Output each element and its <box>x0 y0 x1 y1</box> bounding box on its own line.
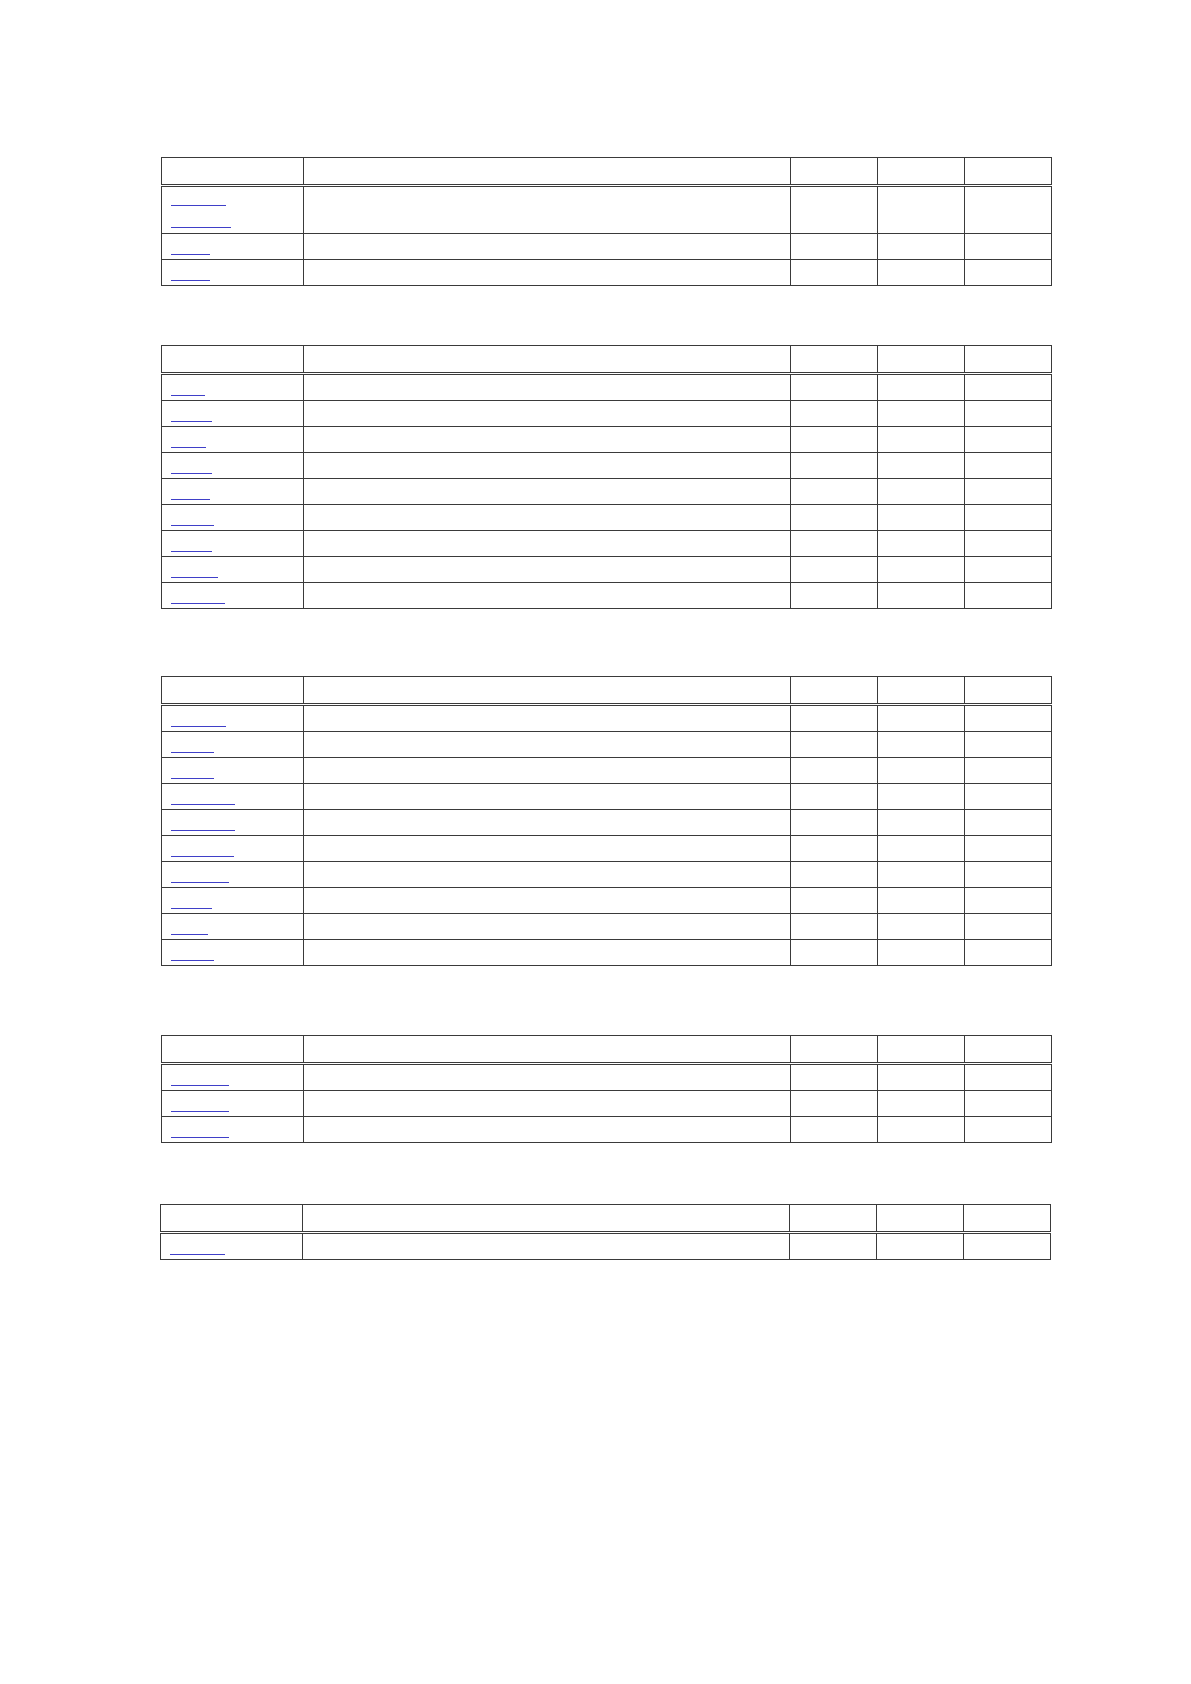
table-row <box>162 758 1052 784</box>
table-cell <box>791 479 878 505</box>
table-3 <box>161 676 1052 966</box>
link-underline[interactable] <box>171 525 214 526</box>
table-cell <box>304 1091 791 1117</box>
header-cell <box>791 158 878 186</box>
link-cell[interactable] <box>162 1091 304 1117</box>
header-cell <box>303 1205 790 1233</box>
link-underline[interactable] <box>171 395 205 396</box>
table-cell <box>791 784 878 810</box>
table-cell <box>878 186 965 234</box>
table-cell <box>878 234 965 260</box>
table-row <box>162 836 1052 862</box>
table-cell <box>304 374 791 401</box>
table-cell <box>304 531 791 557</box>
table-cell <box>878 374 965 401</box>
link-cell[interactable] <box>162 862 304 888</box>
header-cell <box>161 1205 303 1233</box>
link-cell[interactable] <box>162 1117 304 1143</box>
link-cell[interactable] <box>162 479 304 505</box>
link-underline[interactable] <box>171 1111 229 1112</box>
header-cell <box>965 1036 1052 1064</box>
link-cell[interactable] <box>162 505 304 531</box>
table-cell <box>877 1233 964 1260</box>
link-underline[interactable] <box>171 856 234 857</box>
table-cell <box>965 531 1052 557</box>
table-cell <box>791 1091 878 1117</box>
table-cell <box>964 1233 1051 1260</box>
table-cell <box>304 784 791 810</box>
table-cell <box>878 732 965 758</box>
link-underline[interactable] <box>171 830 235 831</box>
table-cell <box>878 401 965 427</box>
header-cell <box>878 1036 965 1064</box>
link-cell[interactable] <box>162 1064 304 1091</box>
link-underline[interactable] <box>171 205 226 206</box>
table-row <box>162 260 1052 286</box>
table-cell <box>791 260 878 286</box>
table-cell <box>304 453 791 479</box>
header-cell <box>162 346 304 374</box>
table-cell <box>878 531 965 557</box>
table-cell <box>304 862 791 888</box>
table-cell <box>791 186 878 234</box>
table-row <box>162 705 1052 732</box>
table-header-row <box>162 346 1052 374</box>
link-underline[interactable] <box>171 447 206 448</box>
table-cell <box>878 1064 965 1091</box>
table-row <box>162 1091 1052 1117</box>
table-header-row <box>161 1205 1051 1233</box>
table-cell <box>878 260 965 286</box>
header-cell <box>162 677 304 705</box>
table-cell <box>304 505 791 531</box>
table-cell <box>878 1091 965 1117</box>
table-cell <box>304 234 791 260</box>
header-cell <box>965 677 1052 705</box>
table-cell <box>304 758 791 784</box>
link-cell[interactable] <box>162 186 304 234</box>
link-cell[interactable] <box>162 940 304 966</box>
table-5 <box>160 1204 1051 1260</box>
table-cell <box>304 583 791 609</box>
table-row <box>162 453 1052 479</box>
table-header-row <box>162 677 1052 705</box>
link-underline[interactable] <box>171 804 235 805</box>
table-cell <box>965 836 1052 862</box>
link-cell[interactable] <box>162 810 304 836</box>
table-cell <box>304 732 791 758</box>
link-cell[interactable] <box>162 260 304 286</box>
table-cell <box>878 810 965 836</box>
table-cell <box>965 427 1052 453</box>
header-cell <box>304 1036 791 1064</box>
link-cell[interactable] <box>162 234 304 260</box>
table-cell <box>791 888 878 914</box>
link-cell[interactable] <box>162 758 304 784</box>
table-cell <box>965 374 1052 401</box>
table-cell <box>965 940 1052 966</box>
table-cell <box>791 836 878 862</box>
table-cell <box>304 186 791 234</box>
table-cell <box>878 862 965 888</box>
link-cell[interactable] <box>162 888 304 914</box>
table-cell <box>965 401 1052 427</box>
link-underline[interactable] <box>171 421 212 422</box>
link-underline[interactable] <box>171 1085 229 1086</box>
table-cell <box>878 888 965 914</box>
table-cell <box>791 758 878 784</box>
table-cell <box>965 260 1052 286</box>
link-cell[interactable] <box>162 914 304 940</box>
table-row <box>162 234 1052 260</box>
table-cell <box>965 479 1052 505</box>
table-cell <box>791 427 878 453</box>
table-row <box>162 888 1052 914</box>
header-cell <box>790 1205 877 1233</box>
table-row <box>162 427 1052 453</box>
table-cell <box>878 914 965 940</box>
table-row <box>162 914 1052 940</box>
link-underline[interactable] <box>170 1254 225 1255</box>
table-cell <box>791 1117 878 1143</box>
link-cell[interactable] <box>162 374 304 401</box>
table-row <box>162 940 1052 966</box>
link-cell[interactable] <box>162 427 304 453</box>
table-cell <box>965 784 1052 810</box>
table-cell <box>791 1064 878 1091</box>
link-underline[interactable] <box>171 280 210 281</box>
table-row <box>162 784 1052 810</box>
table-cell <box>304 836 791 862</box>
header-cell <box>791 677 878 705</box>
table-row <box>162 479 1052 505</box>
table-cell <box>965 758 1052 784</box>
table-cell <box>878 505 965 531</box>
header-cell <box>791 1036 878 1064</box>
table-cell <box>304 888 791 914</box>
table-cell <box>965 810 1052 836</box>
table-cell <box>878 784 965 810</box>
table-cell <box>878 557 965 583</box>
link-underline[interactable] <box>171 577 218 578</box>
table-cell <box>304 260 791 286</box>
header-cell <box>877 1205 964 1233</box>
link-underline[interactable] <box>171 603 225 604</box>
link-cell[interactable] <box>162 531 304 557</box>
table-cell <box>304 705 791 732</box>
link-underline[interactable] <box>171 227 231 228</box>
table-cell <box>965 888 1052 914</box>
table-row <box>162 505 1052 531</box>
link-underline[interactable] <box>171 882 229 883</box>
table-header-row <box>162 158 1052 186</box>
table-row <box>162 862 1052 888</box>
link-cell[interactable] <box>162 705 304 732</box>
header-cell <box>304 677 791 705</box>
table-cell <box>965 862 1052 888</box>
table-cell <box>791 583 878 609</box>
table-cell <box>878 427 965 453</box>
table-cell <box>791 505 878 531</box>
table-row <box>162 1117 1052 1143</box>
header-cell <box>964 1205 1051 1233</box>
table-row <box>162 531 1052 557</box>
table-cell <box>965 732 1052 758</box>
link-underline[interactable] <box>171 934 208 935</box>
table-cell <box>878 758 965 784</box>
table-cell <box>791 914 878 940</box>
table-cell <box>791 810 878 836</box>
table-row <box>162 732 1052 758</box>
header-cell <box>878 677 965 705</box>
table-cell <box>304 1117 791 1143</box>
link-underline[interactable] <box>171 1137 229 1138</box>
table-cell <box>965 1064 1052 1091</box>
table-row <box>162 583 1052 609</box>
header-cell <box>162 1036 304 1064</box>
table-cell <box>304 401 791 427</box>
link-cell[interactable] <box>162 583 304 609</box>
header-cell <box>304 158 791 186</box>
table-row <box>162 374 1052 401</box>
table-cell <box>878 836 965 862</box>
table-cell <box>304 1064 791 1091</box>
link-cell[interactable] <box>162 453 304 479</box>
table-cell <box>791 374 878 401</box>
table-cell <box>304 427 791 453</box>
table-cell <box>304 810 791 836</box>
table-4 <box>161 1035 1052 1143</box>
table-row <box>162 186 1052 234</box>
table-header-row <box>162 1036 1052 1064</box>
table-1 <box>161 157 1052 286</box>
header-cell <box>878 346 965 374</box>
table-cell <box>965 914 1052 940</box>
link-underline[interactable] <box>171 908 212 909</box>
link-underline[interactable] <box>171 551 212 552</box>
table-cell <box>791 732 878 758</box>
table-cell <box>878 453 965 479</box>
table-cell <box>878 940 965 966</box>
table-cell <box>304 479 791 505</box>
table-cell <box>791 531 878 557</box>
table-cell <box>303 1233 790 1260</box>
link-cell[interactable] <box>162 836 304 862</box>
table-cell <box>304 914 791 940</box>
table-2 <box>161 345 1052 609</box>
table-cell <box>965 186 1052 234</box>
header-cell <box>304 346 791 374</box>
table-cell <box>965 234 1052 260</box>
link-underline[interactable] <box>171 254 210 255</box>
link-underline[interactable] <box>171 726 226 727</box>
link-cell[interactable] <box>162 784 304 810</box>
link-underline[interactable] <box>171 752 214 753</box>
table-cell <box>965 583 1052 609</box>
table-cell <box>790 1233 877 1260</box>
table-cell <box>791 453 878 479</box>
table-cell <box>304 940 791 966</box>
link-cell[interactable] <box>162 401 304 427</box>
header-cell <box>965 158 1052 186</box>
table-cell <box>878 705 965 732</box>
table-row <box>162 1064 1052 1091</box>
table-cell <box>878 479 965 505</box>
table-row <box>161 1233 1051 1260</box>
table-row <box>162 401 1052 427</box>
link-underline[interactable] <box>171 473 212 474</box>
link-underline[interactable] <box>171 499 210 500</box>
link-underline[interactable] <box>171 778 214 779</box>
header-cell <box>791 346 878 374</box>
table-cell <box>965 705 1052 732</box>
table-row <box>162 810 1052 836</box>
table-row <box>162 557 1052 583</box>
table-cell <box>791 557 878 583</box>
link-cell[interactable] <box>161 1233 303 1260</box>
table-cell <box>965 1117 1052 1143</box>
table-cell <box>791 234 878 260</box>
link-underline[interactable] <box>171 960 214 961</box>
table-cell <box>965 505 1052 531</box>
header-cell <box>878 158 965 186</box>
table-cell <box>965 453 1052 479</box>
header-cell <box>965 346 1052 374</box>
link-cell[interactable] <box>162 557 304 583</box>
table-cell <box>878 583 965 609</box>
table-cell <box>791 940 878 966</box>
header-cell <box>162 158 304 186</box>
table-cell <box>791 401 878 427</box>
table-cell <box>791 862 878 888</box>
link-cell[interactable] <box>162 732 304 758</box>
table-cell <box>304 557 791 583</box>
table-cell <box>878 1117 965 1143</box>
table-cell <box>791 705 878 732</box>
table-cell <box>965 557 1052 583</box>
table-cell <box>965 1091 1052 1117</box>
